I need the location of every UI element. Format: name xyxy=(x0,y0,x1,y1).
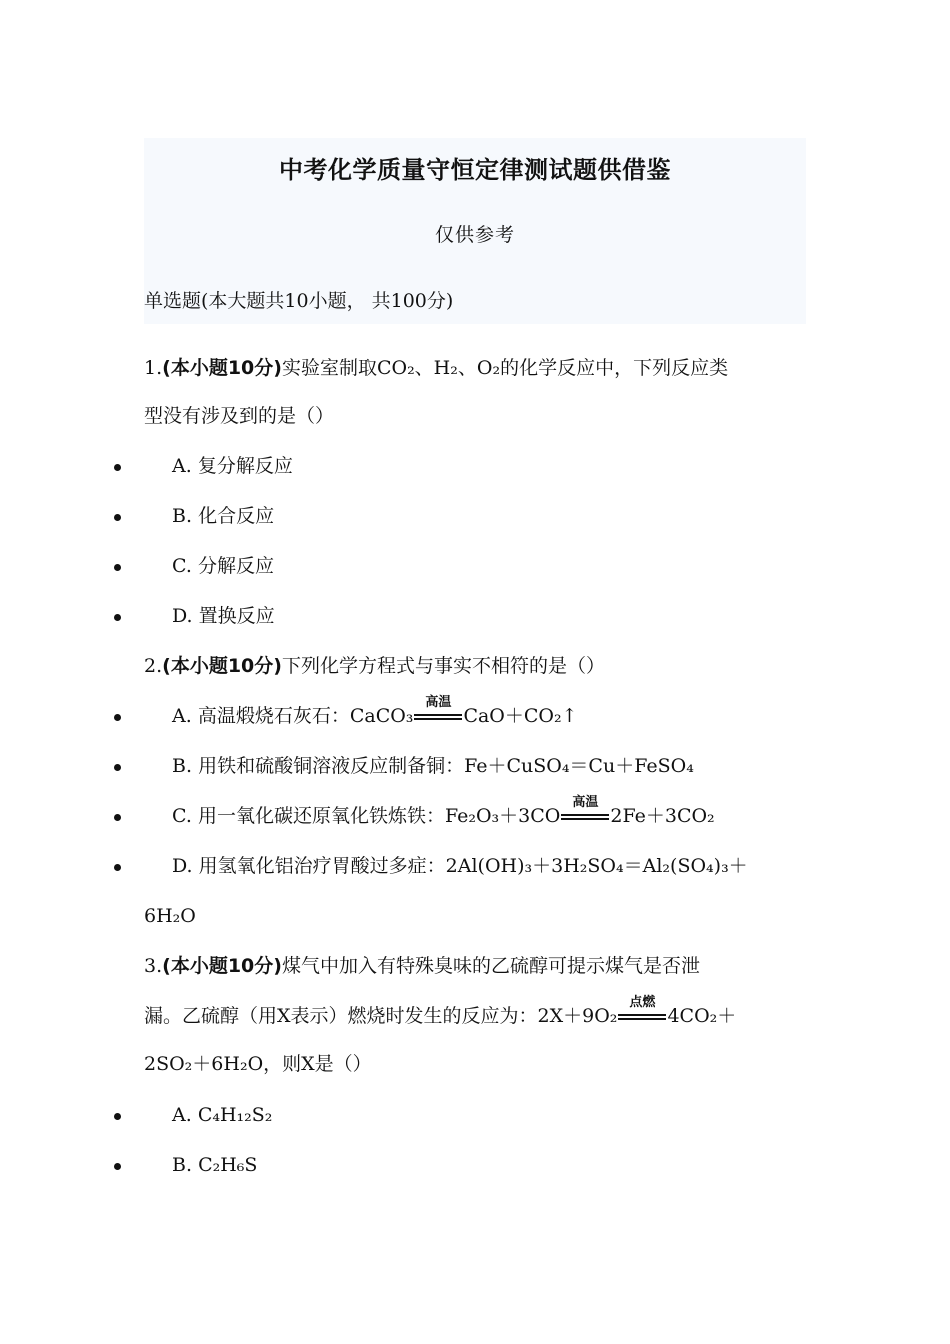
question-1-stem xyxy=(144,354,728,382)
option-letter: A. xyxy=(172,705,192,727)
document-title: 中考化学质量守恒定律测试题供借鉴 xyxy=(279,156,671,184)
option-letter: C. xyxy=(172,555,192,577)
question-score-label: (本小题10分) xyxy=(162,357,282,379)
question-number: 3. xyxy=(144,955,163,977)
option-text: 置换反应 xyxy=(198,605,275,627)
option-text: 用氢氧化铝治疗胃酸过多症：2Al(OH)₃＋3H₂SO₄＝Al₂(SO₄)₃＋ xyxy=(198,855,748,877)
equation-rhs: CaO＋CO₂↑ xyxy=(463,705,578,727)
bullet-icon xyxy=(114,814,121,821)
equation-rhs: 2Fe＋3CO₂ xyxy=(610,805,715,827)
option-prefix: 高温煅烧石灰石： xyxy=(197,705,350,727)
bullet-icon xyxy=(114,1163,121,1170)
question-3-stem-cont2: 2SO₂＋6H₂O，则X是（） xyxy=(144,1053,372,1075)
option-text: 用铁和硫酸铜溶液反应制备铜：Fe＋CuSO₄＝Cu＋FeSO₄ xyxy=(198,755,694,777)
equation-lhs: Fe₂O₃＋3CO xyxy=(444,805,561,827)
option-2c[interactable] xyxy=(172,795,715,830)
option-text: C₄H₁₂S₂ xyxy=(197,1104,273,1126)
option-letter: B. xyxy=(172,755,193,777)
bullet-icon xyxy=(114,514,121,521)
option-text: 复分解反应 xyxy=(197,455,293,477)
option-letter: A. xyxy=(172,455,192,477)
bullet-icon xyxy=(114,714,121,721)
option-1c[interactable] xyxy=(172,552,274,580)
option-letter: A. xyxy=(172,1104,192,1126)
option-text: C₂H₆S xyxy=(198,1154,258,1176)
option-letter: C. xyxy=(172,805,192,827)
bullet-icon xyxy=(114,764,121,771)
question-text: 下列化学方程式与事实不相符的是（） xyxy=(281,655,605,677)
question-3-stem-cont xyxy=(144,995,737,1030)
document-subtitle: 仅供参考 xyxy=(434,224,515,246)
question-1-stem-cont: 型没有涉及到的是（） xyxy=(144,405,335,427)
equation-lhs: CaCO₃ xyxy=(349,705,414,727)
option-2d[interactable] xyxy=(172,852,748,880)
option-text: 化合反应 xyxy=(198,505,275,527)
reaction-condition: 点燃 xyxy=(629,995,656,1010)
option-2a[interactable] xyxy=(172,695,578,730)
equation-rhs: 4CO₂＋ xyxy=(667,1005,737,1027)
reaction-condition-sign xyxy=(618,995,666,1024)
reaction-condition-sign xyxy=(561,795,609,824)
bullet-icon xyxy=(114,1113,121,1120)
option-3b[interactable] xyxy=(172,1151,257,1179)
option-prefix: 用一氧化碳还原氧化铁炼铁： xyxy=(197,805,445,827)
bullet-icon xyxy=(114,864,121,871)
reaction-condition: 高温 xyxy=(425,695,452,710)
bullet-icon xyxy=(114,564,121,571)
option-1a[interactable] xyxy=(172,452,293,480)
reaction-condition: 高温 xyxy=(572,795,599,810)
bullet-icon xyxy=(114,614,121,621)
question-text: 煤气中加入有特殊臭味的乙硫醇可提示煤气是否泄 xyxy=(281,955,700,977)
question-text: 漏。乙硫醇（用X表示）燃烧时发生的反应为： xyxy=(144,1005,538,1027)
option-3a[interactable] xyxy=(172,1101,272,1129)
question-number: 1. xyxy=(144,357,163,379)
bullet-icon xyxy=(114,464,121,471)
option-2b[interactable] xyxy=(172,752,694,780)
question-3-stem xyxy=(144,952,700,980)
option-letter: B. xyxy=(172,1154,193,1176)
section-heading: 单选题(本大题共10小题， 共100分) xyxy=(144,290,454,312)
question-2-stem xyxy=(144,652,605,680)
option-letter: D. xyxy=(172,855,193,877)
option-1b[interactable] xyxy=(172,502,274,530)
option-1d[interactable] xyxy=(172,602,275,630)
question-score-label: (本小题10分) xyxy=(162,655,282,677)
option-letter: D. xyxy=(172,605,193,627)
question-score-label: (本小题10分) xyxy=(162,955,282,977)
option-text: 分解反应 xyxy=(197,555,274,577)
reaction-condition-sign xyxy=(414,695,462,724)
option-2d-cont: 6H₂O xyxy=(144,905,196,927)
option-letter: B. xyxy=(172,505,193,527)
equation-lhs: 2X＋9O₂ xyxy=(537,1005,618,1027)
question-text: 实验室制取CO₂、H₂、O₂的化学反应中，下列反应类 xyxy=(281,357,729,379)
question-number: 2. xyxy=(144,655,163,677)
